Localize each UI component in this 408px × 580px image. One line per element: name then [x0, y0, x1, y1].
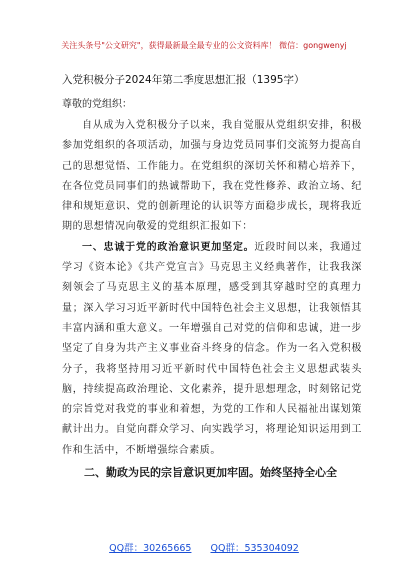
qq-group-2-link[interactable]: QQ群：535304092 — [210, 543, 299, 554]
document-title: 入党积极分子2024年第二季度思想汇报（1395字） — [62, 74, 305, 86]
intro-paragraph: 自从成为入党积极分子以来，我自觉服从党组织安排，积极参加党组织的各项活动，加强与身边党员同事们交流努力提高自己的思想觉悟、工作能力。在党组织的深切关怀和精心培养下，在各位党员同事们的热诚帮助下，我在党性修养、政治立场、纪律和规矩意识、党的创新理论的认识等方面稳步成长，现将我近期的思想情况向敬爱的党组织汇报如下： — [62, 120, 362, 233]
qq-group-1-link[interactable]: QQ群：30265665 — [109, 543, 192, 554]
section-1-paragraph — [62, 238, 362, 461]
section-1-heading: 一、忠诚于党的政治意识更加坚定。 — [82, 241, 255, 253]
salutation: 尊敬的党组织： — [62, 99, 132, 110]
header-banner: 关注头条号"公文研究"，获得最新最全最专业的公文资料库！ 微信：gongwenyj — [61, 41, 347, 50]
section-1-body: 近段时间以来，我通过学习《资本论》《共产党宣言》马克思主义经典著作，让我我深刻领会了马克思主义的基本原理，感受到其穿越时空的真理力量；深入学习习近平新时代中国特色社会主义思想，让我领悟其丰富内涵和重大意义。一年增强自己对党的信仰和忠诚，进一步坚定了自身为共产主义事业奋斗终身的信念。作为一名入党积极分子，我将坚持用习近平新时代中国特色社会主义思想武装头脑，持续提高政治理论、文化素养，提升思想理念，时刻铭记党的宗旨党对我党的事业和着想，为党的工作和人民福祉出谋划策献计出力。自觉向群众学习、向实践学习，将理论知识运用到工作和生活中，不断增强综合素质。 — [62, 241, 363, 456]
document-body — [62, 72, 362, 483]
section-2-heading: 二、勤政为民的宗旨意识更加牢固。始终坚持全心全 — [84, 466, 337, 480]
footer-contact — [0, 540, 408, 554]
